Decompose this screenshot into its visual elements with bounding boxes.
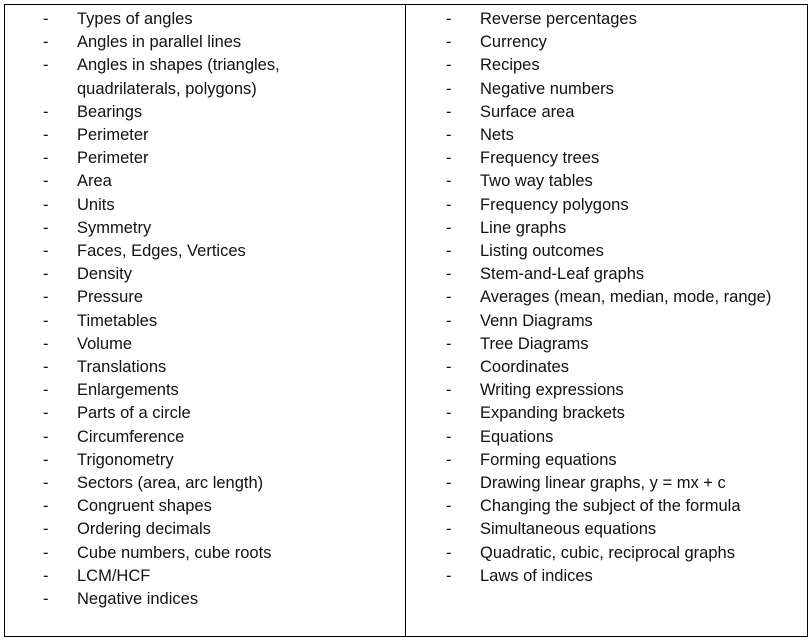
bullet-dash: -	[43, 126, 49, 145]
topic-item	[5, 402, 405, 425]
topic-text: Recipes	[480, 56, 540, 75]
topic-item	[406, 449, 807, 472]
bullet-dash: -	[446, 102, 452, 121]
bullet-dash: -	[43, 543, 49, 562]
bullet-dash: -	[446, 520, 452, 539]
topic-text: Changing the subject of the formula	[480, 497, 741, 516]
topic-text: Pressure	[77, 288, 144, 307]
topic-item	[5, 449, 405, 472]
topic-item	[5, 333, 405, 356]
topic-text: Writing expressions	[480, 381, 624, 400]
topic-text: Listing outcomes	[480, 242, 604, 261]
bullet-dash: -	[446, 404, 452, 423]
topic-item	[406, 518, 807, 541]
bullet-dash: -	[446, 474, 452, 493]
topic-item	[406, 194, 807, 217]
topic-text: Parts of a circle	[77, 404, 191, 423]
topic-item	[406, 8, 807, 31]
bullet-dash: -	[43, 381, 49, 400]
topic-item	[406, 54, 807, 77]
topic-text: Enlargements	[77, 381, 179, 400]
bullet-dash: -	[43, 172, 49, 191]
topic-item	[406, 356, 807, 379]
topic-item	[5, 147, 405, 170]
bullet-dash: -	[43, 497, 49, 516]
bullet-dash: -	[43, 450, 49, 469]
bullet-dash: -	[446, 450, 452, 469]
bullet-dash: -	[446, 381, 452, 400]
topic-text: Translations	[77, 358, 167, 377]
topic-text: Line graphs	[480, 218, 567, 237]
topic-text: Symmetry	[77, 218, 152, 237]
bullet-dash: -	[446, 79, 452, 98]
topic-item	[406, 101, 807, 124]
bullet-dash: -	[43, 427, 49, 446]
topic-text: Laws of indices	[480, 566, 593, 585]
topic-item	[406, 240, 807, 263]
topic-text: Area	[77, 172, 112, 191]
topic-text: Cube numbers, cube roots	[77, 543, 272, 562]
bullet-dash: -	[43, 474, 49, 493]
bullet-dash: -	[446, 10, 452, 28]
topic-text: Sectors (area, arc length)	[77, 474, 264, 493]
topic-text: Faces, Edges, Vertices	[77, 242, 246, 261]
topic-text: Ordering decimals	[77, 520, 211, 539]
topic-item	[406, 472, 807, 495]
topic-text: Forming equations	[480, 450, 617, 469]
topic-item	[5, 518, 405, 541]
topic-item	[5, 286, 405, 309]
topic-item	[5, 240, 405, 263]
topic-text: Tree Diagrams	[480, 334, 589, 353]
topic-item	[5, 194, 405, 217]
topic-text: Averages (mean, median, mode, range)	[480, 288, 772, 307]
topic-text: Congruent shapes	[77, 497, 212, 516]
topic-text: Bearings	[77, 102, 143, 121]
bullet-dash: -	[446, 334, 452, 353]
topic-item	[5, 101, 405, 124]
topic-text: Units	[77, 195, 115, 214]
topic-table	[4, 4, 808, 637]
topic-text: Trigonometry	[77, 450, 174, 469]
bullet-dash: -	[43, 265, 49, 284]
bullet-dash: -	[43, 102, 49, 121]
topic-text: Perimeter	[77, 126, 149, 145]
topic-item	[406, 333, 807, 356]
topic-item	[5, 8, 405, 31]
topic-item	[5, 31, 405, 54]
topic-item	[5, 588, 405, 611]
topic-item	[5, 54, 405, 100]
topic-item	[406, 124, 807, 147]
topic-text: Quadratic, cubic, reciprocal graphs	[480, 543, 735, 562]
topic-text: Types of angles	[77, 10, 193, 28]
bullet-dash: -	[446, 566, 452, 585]
topic-item	[406, 379, 807, 402]
bullet-dash: -	[446, 265, 452, 284]
topic-item	[406, 263, 807, 286]
bullet-dash: -	[43, 520, 49, 539]
topic-item	[5, 495, 405, 518]
bullet-dash: -	[446, 497, 452, 516]
topic-item	[5, 170, 405, 193]
topic-text: Two way tables	[480, 172, 593, 191]
topic-text: Timetables	[77, 311, 158, 330]
bullet-dash: -	[446, 172, 452, 191]
topic-text: Density	[77, 265, 133, 284]
topic-text: Stem-and-Leaf graphs	[480, 265, 645, 284]
bullet-dash: -	[446, 33, 452, 52]
topic-text: Angles in shapes (triangles, quadrilaterals, polygons)	[77, 56, 280, 98]
bullet-dash: -	[43, 242, 49, 261]
bullet-dash: -	[446, 543, 452, 562]
topic-item	[406, 542, 807, 565]
bullet-dash: -	[43, 590, 49, 609]
topic-text: Negative indices	[77, 590, 199, 609]
bullet-dash: -	[446, 195, 452, 214]
topic-item	[5, 426, 405, 449]
topic-text: Drawing linear graphs, y = mx + c	[480, 474, 726, 493]
topic-item	[406, 495, 807, 518]
bullet-dash: -	[446, 358, 452, 377]
topic-item	[406, 426, 807, 449]
bullet-dash: -	[446, 242, 452, 261]
topic-text: Negative numbers	[480, 79, 614, 98]
topic-text: Expanding brackets	[480, 404, 625, 423]
topic-item	[406, 147, 807, 170]
bullet-dash: -	[43, 56, 49, 75]
topic-item	[406, 402, 807, 425]
topic-item	[406, 565, 807, 588]
bullet-dash: -	[43, 33, 49, 52]
left-topic-list	[5, 8, 405, 611]
topic-item	[406, 310, 807, 333]
topic-text: Venn Diagrams	[480, 311, 593, 330]
topic-item	[5, 565, 405, 588]
topic-text: Perimeter	[77, 149, 149, 168]
topic-item	[406, 170, 807, 193]
bullet-dash: -	[43, 218, 49, 237]
bullet-dash: -	[43, 566, 49, 585]
bullet-dash: -	[446, 149, 452, 168]
bullet-dash: -	[446, 311, 452, 330]
bullet-dash: -	[446, 427, 452, 446]
bullet-dash: -	[446, 126, 452, 145]
topic-text: Angles in parallel lines	[77, 33, 242, 52]
topic-text: Simultaneous equations	[480, 520, 657, 539]
topic-item	[5, 310, 405, 333]
bullet-dash: -	[43, 334, 49, 353]
topic-item	[5, 542, 405, 565]
bullet-dash: -	[446, 288, 452, 307]
topic-text: Currency	[480, 33, 547, 52]
bullet-dash: -	[43, 10, 49, 28]
topic-item	[5, 356, 405, 379]
topic-text: Coordinates	[480, 358, 569, 377]
topic-item	[5, 124, 405, 147]
topic-item	[406, 78, 807, 101]
topic-item	[406, 31, 807, 54]
left-column	[5, 5, 406, 636]
topic-text: Circumference	[77, 427, 185, 446]
topic-item	[5, 472, 405, 495]
bullet-dash: -	[43, 149, 49, 168]
topic-item	[406, 217, 807, 240]
topic-text: Nets	[480, 126, 514, 145]
bullet-dash: -	[43, 358, 49, 377]
topic-text: Equations	[480, 427, 554, 446]
bullet-dash: -	[446, 218, 452, 237]
topic-item	[5, 263, 405, 286]
right-column	[406, 5, 807, 636]
bullet-dash: -	[43, 311, 49, 330]
topic-text: Surface area	[480, 102, 575, 121]
topic-text: Volume	[77, 334, 133, 353]
bullet-dash: -	[43, 195, 49, 214]
topic-text: Frequency trees	[480, 149, 600, 168]
topic-item	[5, 379, 405, 402]
bullet-dash: -	[446, 56, 452, 75]
topic-item	[5, 217, 405, 240]
topic-item	[406, 286, 807, 309]
right-topic-list	[406, 8, 807, 588]
bullet-dash: -	[43, 404, 49, 423]
topic-text: Reverse percentages	[480, 10, 637, 28]
bullet-dash: -	[43, 288, 49, 307]
topic-text: Frequency polygons	[480, 195, 629, 214]
topic-text: LCM/HCF	[77, 566, 151, 585]
